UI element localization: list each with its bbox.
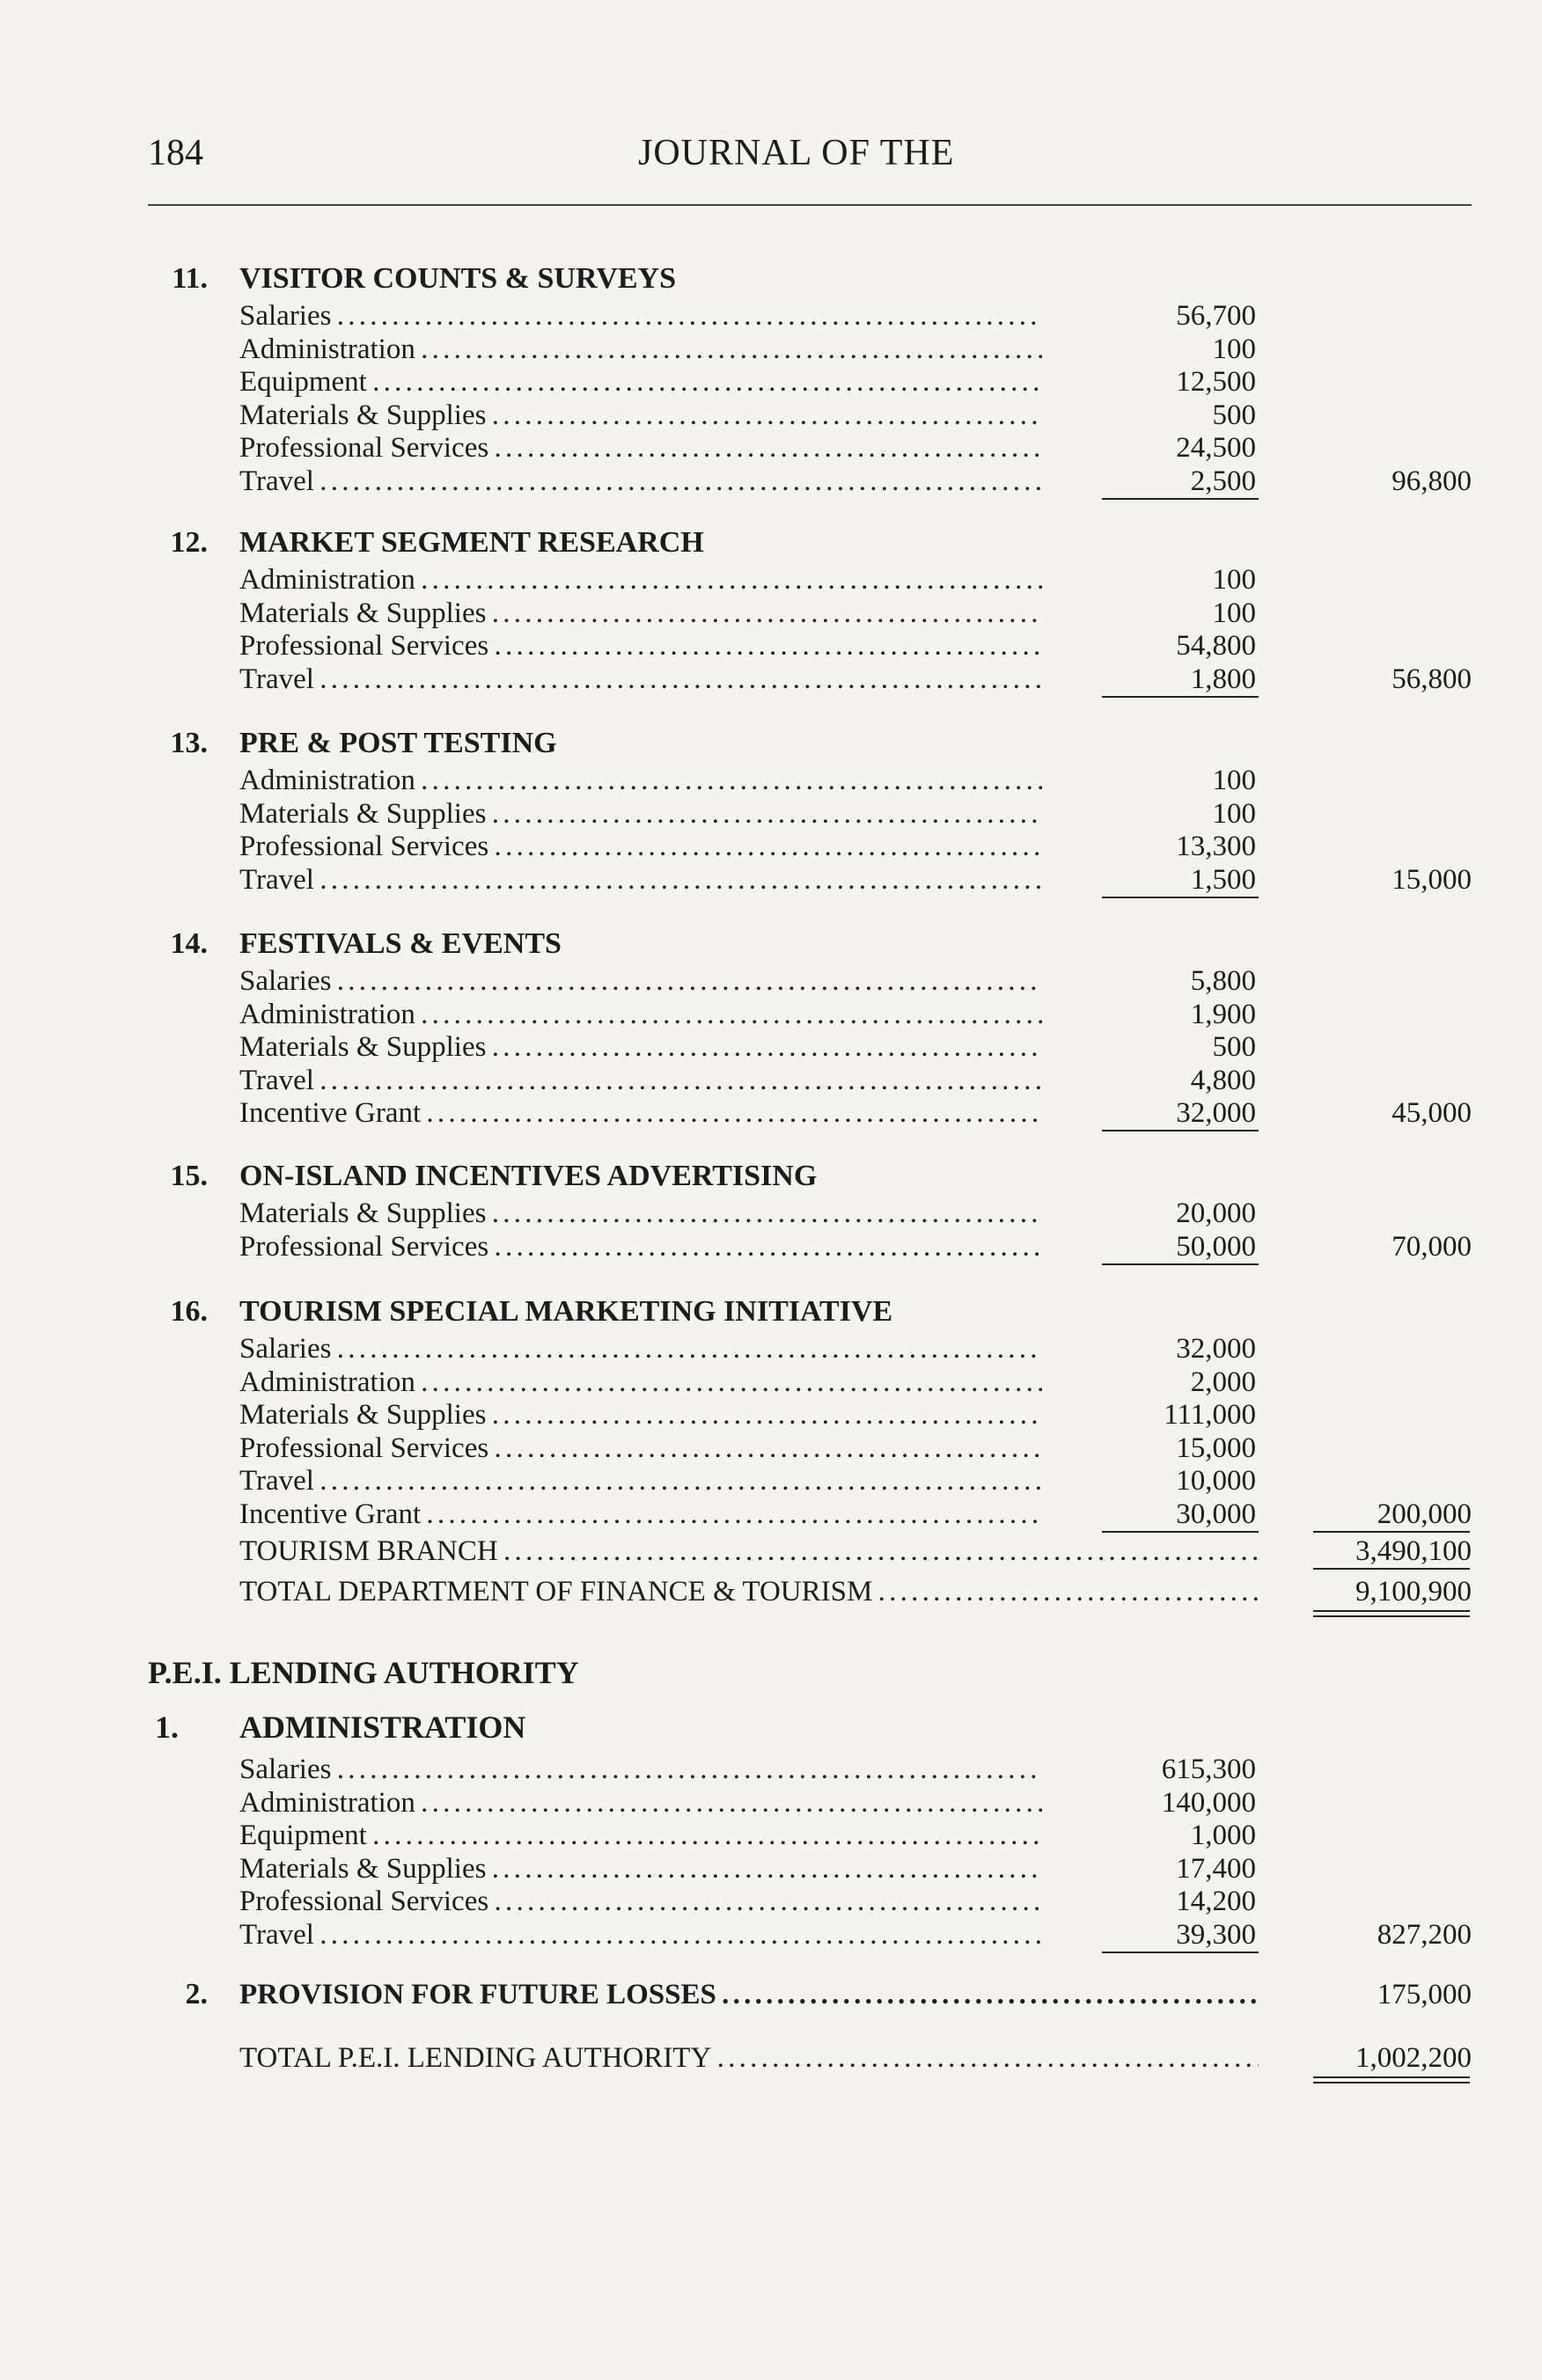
section-title: FESTIVALS & EVENTS — [239, 927, 562, 960]
double-rule-bottom — [1313, 2082, 1470, 2083]
section-number: 1. — [155, 1710, 179, 1745]
line-item-label: Professional Services . . . — [239, 1432, 1042, 1465]
section-total: 9,100,900 — [1355, 1576, 1472, 1607]
line-item-label: PROVISION FOR FUTURE LOSSES . . . — [239, 1978, 1259, 2011]
double-rule-top — [1313, 2076, 1470, 2078]
line-item-amount: 56,700 — [1176, 300, 1256, 332]
line-item-label: Professional Services . . . — [239, 830, 1042, 863]
line-item-label: Travel . . . — [239, 663, 1042, 696]
page-title: JOURNAL OF THE — [638, 133, 955, 173]
line-item — [239, 1332, 1472, 1366]
section-title: VISITOR COUNTS & SURVEYS — [239, 262, 677, 295]
line-item-label: Materials & Supplies . . . — [239, 1852, 1042, 1886]
line-item-amount: 1,500 — [1190, 863, 1256, 896]
line-item-label: Equipment . . . — [239, 365, 1042, 399]
subtotal-rule — [1102, 1952, 1259, 1953]
subtotal-rule — [1102, 498, 1259, 500]
line-item — [239, 1197, 1472, 1230]
line-item-label: Salaries . . . — [239, 299, 1042, 333]
line-item-amount: 14,200 — [1176, 1886, 1256, 1917]
line-item — [239, 663, 1472, 696]
line-item-label: Professional Services . . . — [239, 431, 1042, 465]
line-item-label: Incentive Grant . . . — [239, 1096, 1042, 1130]
line-item-label: Materials & Supplies . . . — [239, 399, 1042, 432]
subtotal-rule — [1102, 897, 1259, 898]
line-item — [239, 1030, 1472, 1064]
line-item — [239, 1575, 1472, 1608]
line-item — [239, 1064, 1472, 1097]
line-item-amount: 30,000 — [1176, 1498, 1256, 1530]
line-item-label: Administration . . . — [239, 333, 1042, 366]
line-item — [239, 465, 1472, 498]
section-number: 2. — [185, 1978, 208, 2010]
section-number: 12. — [170, 526, 208, 559]
section-title: PRE & POST TESTING — [239, 727, 557, 759]
line-item-amount: 54,800 — [1176, 630, 1256, 662]
line-item — [239, 1230, 1472, 1263]
line-item-amount: 15,000 — [1176, 1432, 1256, 1464]
section-number: 14. — [170, 927, 208, 960]
line-item — [239, 830, 1472, 863]
line-item-label: Incentive Grant . . . — [239, 1498, 1042, 1531]
line-item-label: Materials & Supplies . . . — [239, 797, 1042, 831]
header-rule — [148, 204, 1472, 206]
line-item-amount: 32,000 — [1176, 1097, 1256, 1129]
line-item — [239, 399, 1472, 432]
line-item — [239, 1885, 1472, 1918]
line-item-amount: 17,400 — [1176, 1852, 1256, 1885]
section-title: TOURISM SPECIAL MARKETING INITIATIVE — [239, 1295, 893, 1328]
line-item — [239, 1534, 1472, 1568]
lending-heading: P.E.I. LENDING AUTHORITY — [148, 1655, 579, 1690]
line-item — [239, 1366, 1472, 1399]
line-item — [239, 365, 1472, 399]
line-item-label: Materials & Supplies . . . — [239, 1398, 1042, 1432]
line-item-amount: 12,500 — [1176, 366, 1256, 398]
line-item — [239, 797, 1472, 831]
line-item-amount: 615,300 — [1161, 1754, 1256, 1785]
subtotal-rule — [1102, 1263, 1259, 1265]
line-item-label: Travel . . . — [239, 1464, 1042, 1498]
line-item — [239, 431, 1472, 465]
line-item-label: Equipment . . . — [239, 1819, 1042, 1852]
line-item — [239, 1978, 1472, 2011]
line-item — [239, 1464, 1472, 1498]
line-item-label: Materials & Supplies . . . — [239, 1030, 1042, 1064]
line-item-amount: 2,500 — [1190, 465, 1256, 497]
line-item-amount: 111,000 — [1164, 1399, 1256, 1431]
line-item — [239, 563, 1472, 597]
line-item — [239, 964, 1472, 998]
section-total: 45,000 — [1391, 1097, 1472, 1129]
line-item-label: Administration . . . — [239, 563, 1042, 597]
line-item-label: Professional Services . . . — [239, 1230, 1042, 1263]
line-item-label: Travel . . . — [239, 1918, 1042, 1952]
line-item-amount: 100 — [1212, 333, 1256, 365]
subtotal-rule — [1102, 696, 1259, 698]
line-item — [239, 1498, 1472, 1531]
line-item-amount: 2,000 — [1190, 1366, 1256, 1398]
line-item-label: Professional Services . . . — [239, 629, 1042, 663]
line-item-amount: 5,800 — [1190, 965, 1256, 997]
line-item-amount: 1,900 — [1190, 998, 1256, 1030]
line-item-amount: 39,300 — [1176, 1918, 1256, 1951]
line-item — [239, 1096, 1472, 1130]
line-item-amount: 13,300 — [1176, 831, 1256, 862]
section-total: 200,000 — [1377, 1498, 1472, 1530]
line-item — [239, 2041, 1472, 2075]
line-item — [239, 333, 1472, 366]
line-item-amount: 500 — [1212, 399, 1256, 431]
section-number: 11. — [172, 262, 208, 295]
line-item-amount: 100 — [1212, 797, 1256, 830]
section-total: 15,000 — [1391, 863, 1472, 896]
line-item — [239, 1432, 1472, 1465]
section-total: 3,490,100 — [1355, 1535, 1472, 1567]
line-item — [239, 1852, 1472, 1886]
line-item-label: Travel . . . — [239, 1064, 1042, 1097]
line-item-amount: 24,500 — [1176, 432, 1256, 464]
line-item — [239, 998, 1472, 1031]
line-item-label: Travel . . . — [239, 863, 1042, 897]
section-title: ON-ISLAND INCENTIVES ADVERTISING — [239, 1160, 818, 1192]
total-rule — [1313, 1568, 1470, 1570]
double-rule-top — [1313, 1610, 1470, 1612]
line-item — [239, 299, 1472, 333]
line-item-amount: 32,000 — [1176, 1333, 1256, 1365]
line-item-amount: 20,000 — [1176, 1197, 1256, 1229]
section-title: MARKET SEGMENT RESEARCH — [239, 526, 704, 559]
line-item-amount: 1,800 — [1190, 663, 1256, 695]
line-item-amount: 100 — [1212, 765, 1256, 796]
section-number: 16. — [170, 1295, 208, 1328]
section-total: 56,800 — [1391, 663, 1472, 695]
line-item-label: Travel . . . — [239, 465, 1042, 498]
page-number: 184 — [148, 133, 203, 173]
line-item — [239, 1398, 1472, 1432]
line-item-label: Administration . . . — [239, 764, 1042, 797]
line-item-label: Materials & Supplies . . . — [239, 1197, 1042, 1230]
line-item — [239, 1786, 1472, 1820]
line-item — [239, 1918, 1472, 1952]
line-item-label: TOURISM BRANCH . . . — [239, 1534, 1259, 1568]
line-item — [239, 764, 1472, 797]
line-item-amount: 500 — [1212, 1031, 1256, 1063]
total-rule — [1313, 1531, 1470, 1533]
section-number: 15. — [170, 1160, 208, 1192]
section-total: 96,800 — [1391, 465, 1472, 497]
line-item-label: Materials & Supplies . . . — [239, 597, 1042, 630]
section-total: 175,000 — [1377, 1979, 1472, 2010]
line-item-amount: 50,000 — [1176, 1230, 1256, 1263]
line-item — [239, 629, 1472, 663]
line-item-amount: 10,000 — [1176, 1465, 1256, 1497]
line-item-amount: 100 — [1212, 564, 1256, 596]
section-title: ADMINISTRATION — [239, 1710, 526, 1745]
line-item-label: TOTAL DEPARTMENT OF FINANCE & TOURISM . . . — [239, 1575, 1259, 1608]
line-item — [239, 863, 1472, 897]
line-item-label: Administration . . . — [239, 998, 1042, 1031]
subtotal-rule — [1102, 1130, 1259, 1131]
section-total: 1,002,200 — [1355, 2042, 1472, 2074]
line-item-amount: 140,000 — [1161, 1786, 1256, 1819]
subtotal-rule — [1102, 1531, 1259, 1533]
double-rule-bottom — [1313, 1615, 1470, 1617]
line-item-label: Administration . . . — [239, 1366, 1042, 1399]
line-item-amount: 100 — [1212, 597, 1256, 629]
line-item — [239, 597, 1472, 630]
line-item-amount: 1,000 — [1190, 1820, 1256, 1851]
line-item-label: Administration . . . — [239, 1786, 1042, 1820]
line-item-label: Salaries . . . — [239, 964, 1042, 998]
section-number: 13. — [170, 727, 208, 759]
section-total: 70,000 — [1391, 1230, 1472, 1263]
line-item-label: TOTAL P.E.I. LENDING AUTHORITY . . . — [239, 2041, 1259, 2075]
line-item-label: Professional Services . . . — [239, 1885, 1042, 1918]
line-item-amount: 4,800 — [1190, 1064, 1256, 1096]
line-item-label: Salaries . . . — [239, 1753, 1042, 1786]
line-item — [239, 1819, 1472, 1852]
line-item-label: Salaries . . . — [239, 1332, 1042, 1366]
line-item — [239, 1753, 1472, 1786]
section-total: 827,200 — [1377, 1918, 1472, 1951]
